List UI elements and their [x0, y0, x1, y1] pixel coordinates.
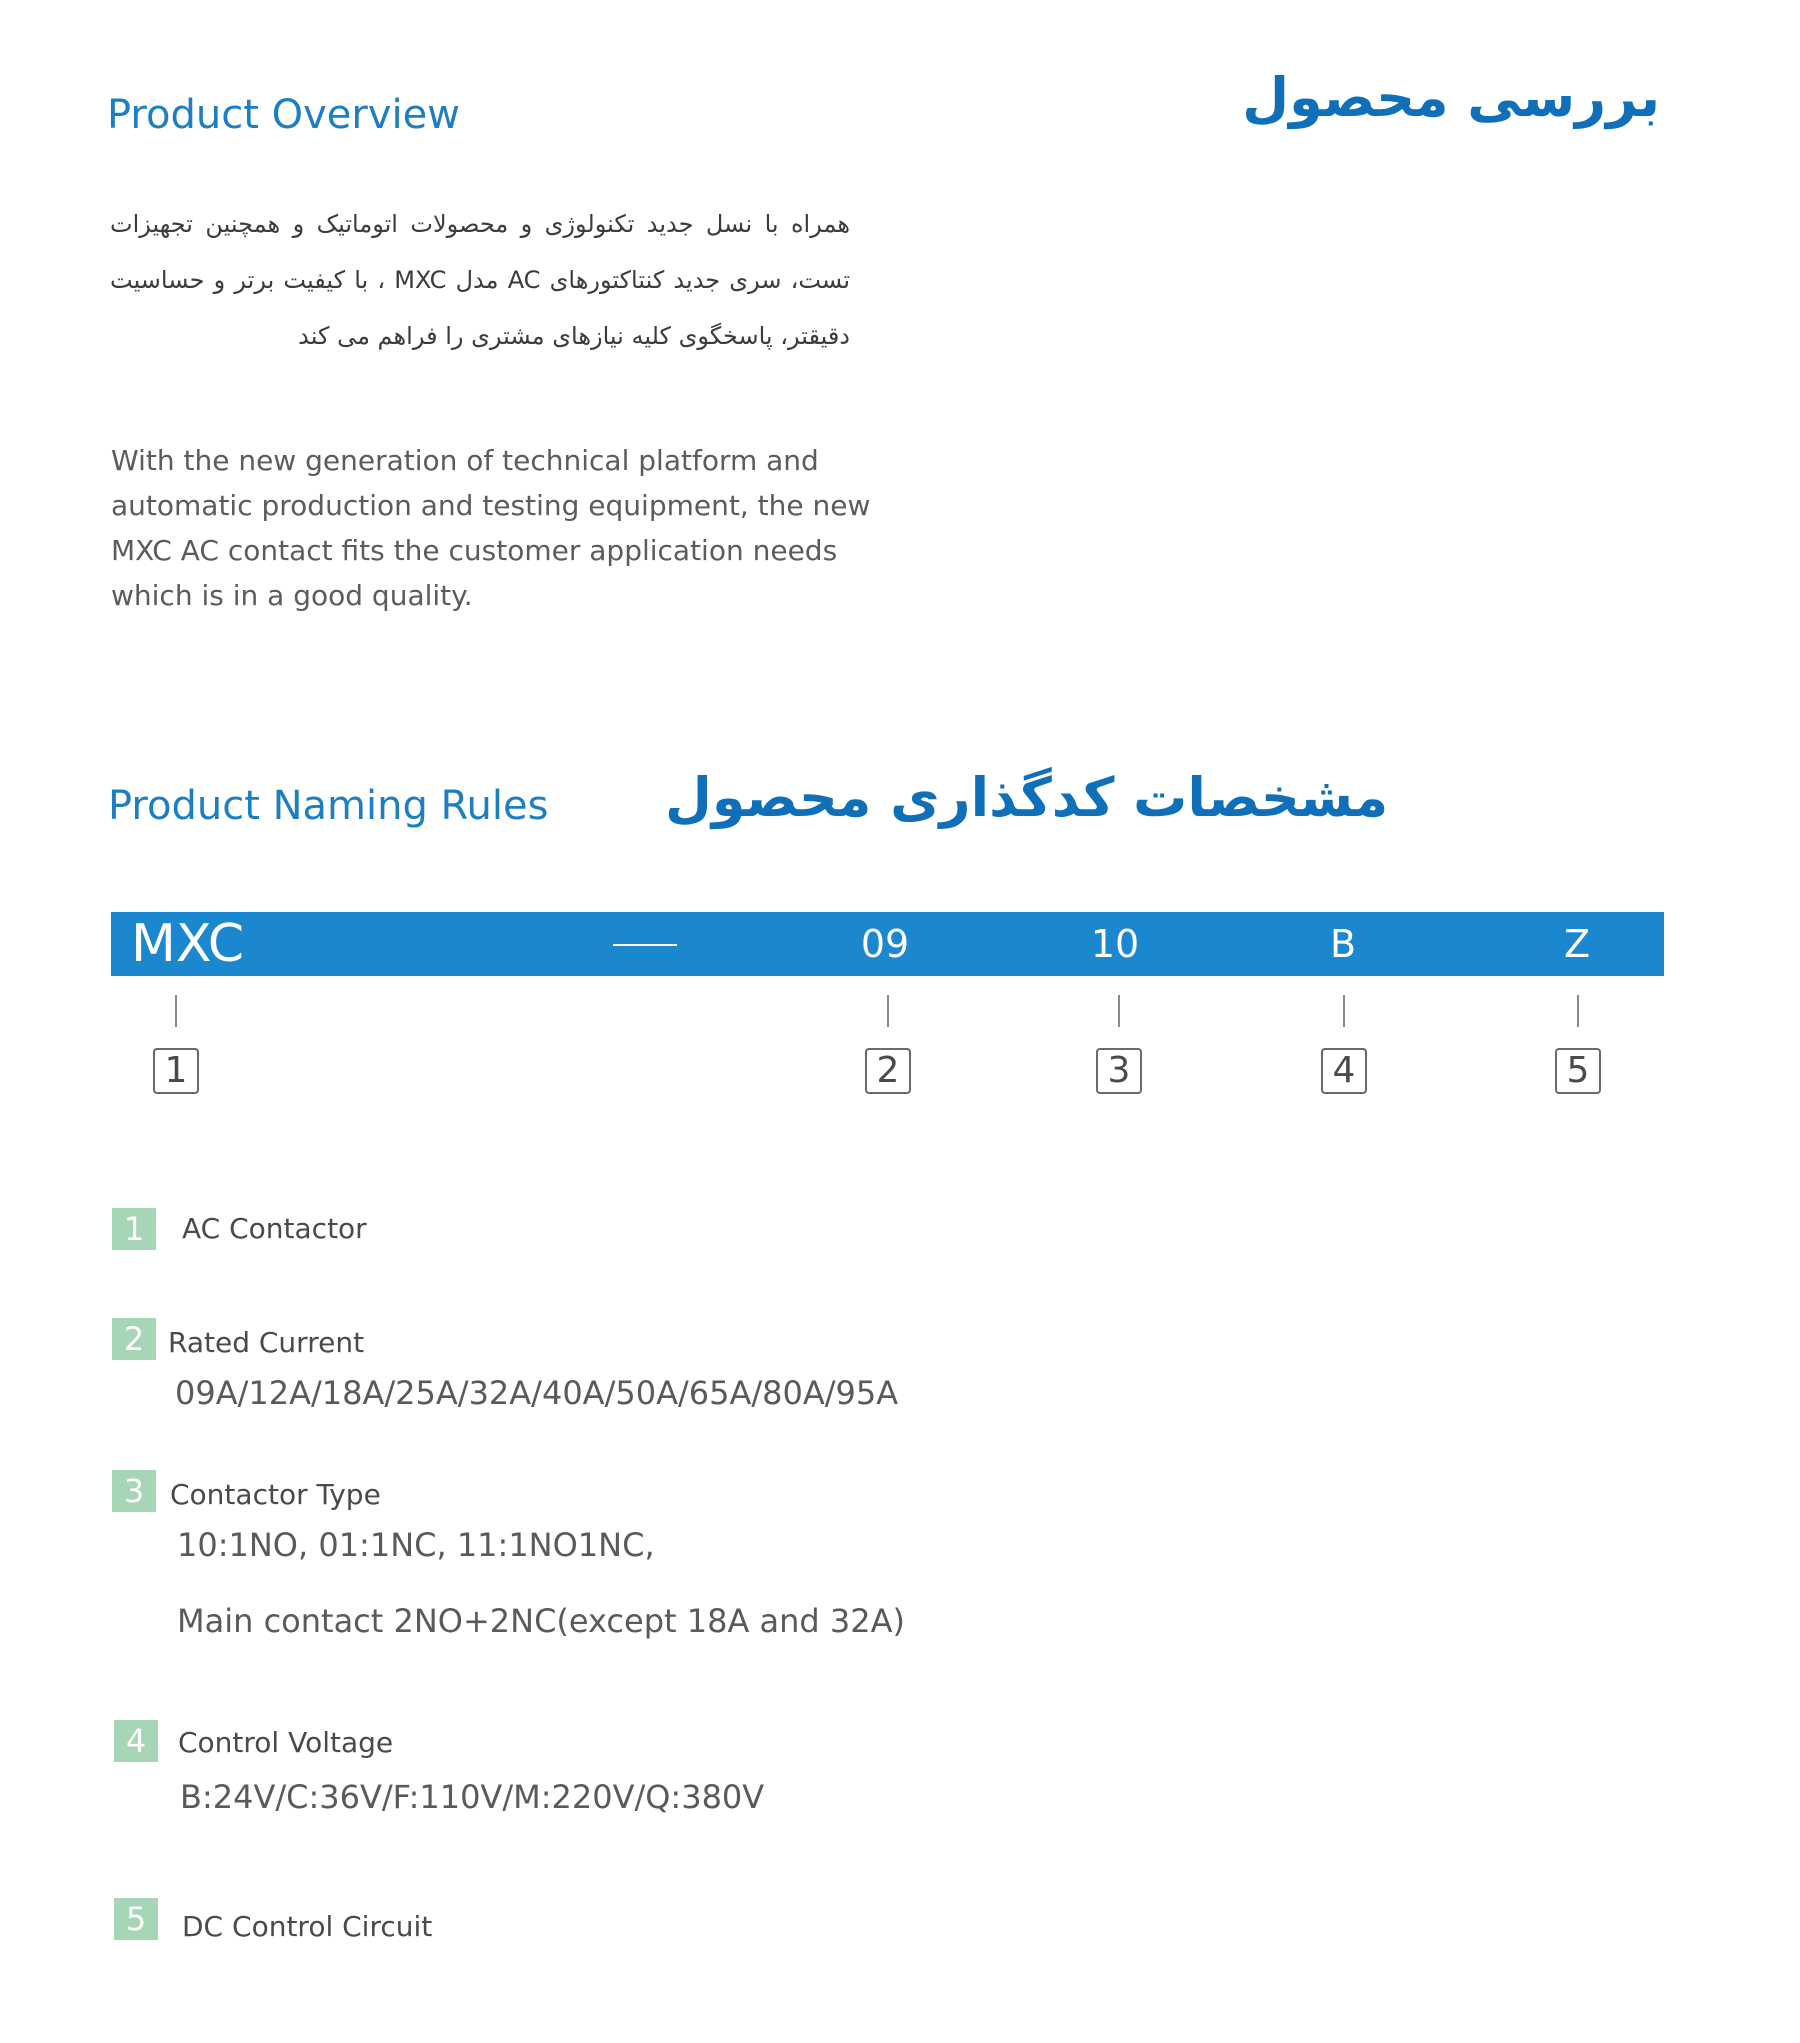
legend-detail-4: B:24V/C:36V/F:110V/M:220V/Q:380V	[180, 1778, 765, 1816]
marker-box-5: 5	[1555, 1048, 1601, 1094]
code-circuit: Z	[1563, 922, 1591, 966]
legend-title-1: AC Contactor	[182, 1212, 367, 1245]
marker-box-3: 3	[1096, 1048, 1142, 1094]
marker-tick-3	[1118, 995, 1120, 1027]
legend-badge-2: 2	[112, 1318, 156, 1360]
naming-title-en: Product Naming Rules	[108, 783, 549, 829]
code-current: 09	[860, 922, 910, 966]
code-dash	[613, 944, 677, 946]
overview-paragraph-fa: همراه با نسل جدید تکنولوژی و محصولات اتوماتیک و همچنین تجهیزات تست، سری جدید کنتاکتورهای AC مدل MXC ، با کیفیت برتر و حساسیت دقیقتر، پاسخگوی کلیه نیازهای مشتری را فراهم می کند	[110, 210, 851, 350]
naming-title-fa: مشخصات کدگذاری محصول	[665, 766, 1389, 829]
legend-badge-4: 4	[114, 1720, 158, 1762]
legend-title-3: Contactor Type	[170, 1478, 381, 1511]
naming-code-bar	[111, 912, 1664, 976]
legend-title-2: Rated Current	[168, 1326, 365, 1359]
overview-paragraph-en: With the new generation of technical platform and automatic production and testing equipment, the new MXC AC contact fits the customer application needs which is in a good quality.	[111, 444, 871, 612]
marker-box-4: 4	[1321, 1048, 1367, 1094]
code-series: MXC	[131, 914, 245, 974]
marker-box-2: 2	[865, 1048, 911, 1094]
marker-tick-4	[1343, 995, 1345, 1027]
legend-detail-3a: 10:1NO, 01:1NC, 11:1NO1NC,	[177, 1526, 655, 1564]
marker-tick-2	[887, 995, 889, 1027]
legend-badge-1: 1	[112, 1208, 156, 1250]
marker-tick-1	[175, 995, 177, 1027]
legend-detail-3b: Main contact 2NO+2NC(except 18A and 32A)	[177, 1602, 905, 1640]
legend-title-4: Control Voltage	[178, 1726, 394, 1759]
code-voltage: B	[1329, 922, 1357, 966]
code-type: 10	[1090, 922, 1140, 966]
overview-title-fa: بررسی محصول	[1242, 66, 1660, 129]
legend-badge-5: 5	[114, 1898, 158, 1940]
marker-box-1: 1	[153, 1048, 199, 1094]
marker-tick-5	[1577, 995, 1579, 1027]
legend-detail-2: 09A/12A/18A/25A/32A/40A/50A/65A/80A/95A	[175, 1374, 899, 1412]
overview-title-en: Product Overview	[107, 92, 460, 138]
legend-badge-3: 3	[112, 1470, 156, 1512]
legend-title-5: DC Control Circuit	[182, 1910, 433, 1943]
